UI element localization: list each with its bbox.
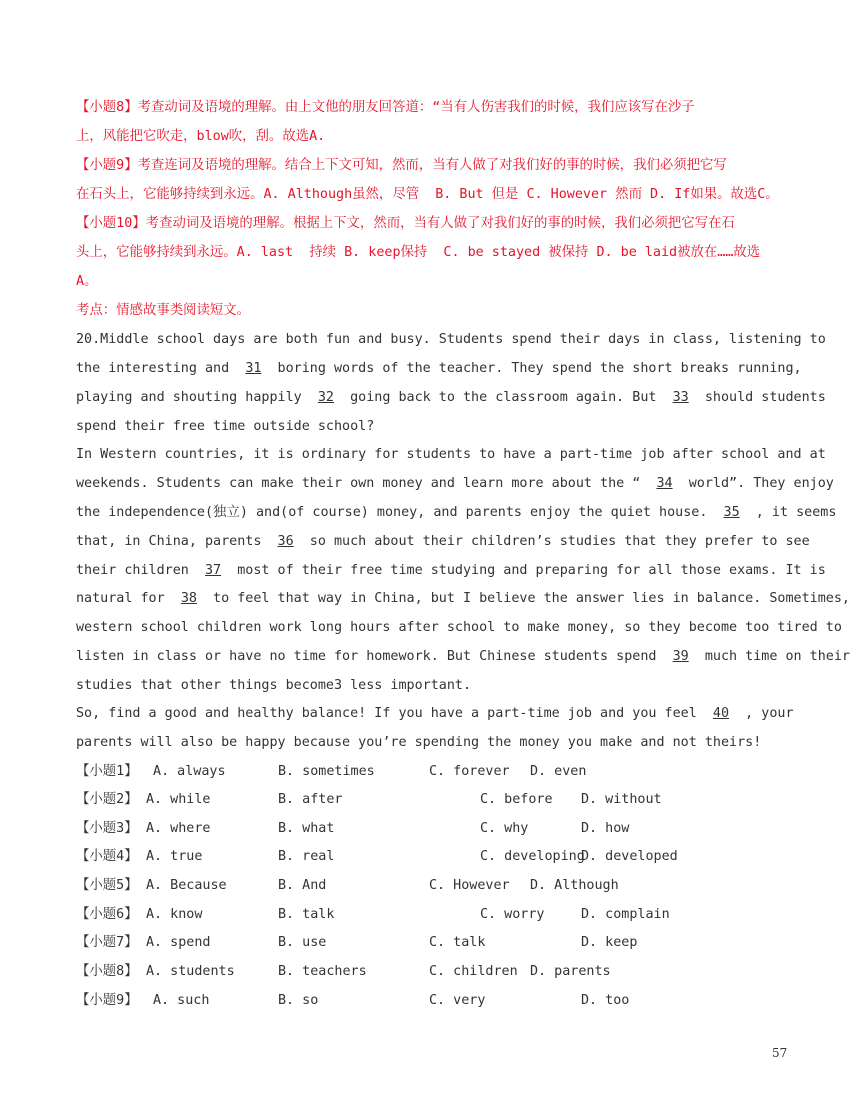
option-c: C. children [429, 964, 518, 979]
option-c: C. However [429, 878, 510, 893]
option-b: B. after [278, 792, 343, 807]
explanation-line: 上，风能把它吹走，blow吹，刮。故选A. [76, 129, 326, 144]
passage-line: that, in China, parents 36 so much about their children’s studies that they prefer to see [76, 534, 810, 549]
blank-40: 40 [712, 706, 730, 721]
option-d: D. too [581, 993, 630, 1008]
question-label: 【小题3】 [76, 821, 138, 836]
passage-line: listen in class or have no time for homework. But Chinese students spend 39 much time on their [76, 649, 850, 664]
option-c: C. why [480, 821, 529, 836]
option-c: C. worry [480, 907, 545, 922]
question-label: 【小题8】 [76, 964, 138, 979]
option-a: A. Because [146, 878, 227, 893]
question-label: 【小题6】 [76, 907, 138, 922]
passage-line: So, find a good and healthy balance! If you have a part-time job and you feel 40 , your [76, 706, 794, 721]
passage-line: 20.Middle school days are both fun and busy. Students spend their days in class, listening to [76, 332, 826, 347]
passage-line: weekends. Students can make their own money and learn more about the “ 34 world”. They enjoy [76, 476, 834, 491]
page-number: 57 [772, 1046, 788, 1060]
blank-34: 34 [656, 476, 673, 491]
option-b: B. use [278, 935, 327, 950]
explanation-line: 考点：情感故事类阅读短文。 [76, 303, 251, 318]
passage-line: the interesting and 31 boring words of the teacher. They spend the short breaks running, [76, 361, 802, 376]
option-c: C. before [480, 792, 553, 807]
passage-line: playing and shouting happily 32 going back to the classroom again. But 33 should students [76, 390, 826, 405]
blank-38: 38 [180, 591, 197, 606]
option-a: A. true [146, 849, 203, 864]
option-d: D. without [581, 792, 662, 807]
option-b: B. sometimes [278, 764, 375, 779]
option-a: A. where [146, 821, 211, 836]
option-a: A. while [146, 792, 211, 807]
option-d: D. parents [530, 964, 611, 979]
passage-line: the independence(独立) and(of course) money, and parents enjoy the quiet house. 35 , it seems [76, 505, 837, 520]
option-d: D. even [530, 764, 587, 779]
blank-32: 32 [317, 390, 334, 405]
option-a: A. know [146, 907, 203, 922]
option-c: C. forever [429, 764, 510, 779]
question-label: 【小题4】 [76, 849, 138, 864]
question-label: 【小题9】 [76, 993, 138, 1008]
explanation-line: A。 [76, 274, 98, 289]
blank-31: 31 [245, 361, 262, 376]
blank-33: 33 [672, 390, 689, 405]
option-a: A. spend [146, 935, 211, 950]
option-d: D. keep [581, 935, 638, 950]
passage-line: studies that other things become3 less important. [76, 678, 472, 693]
option-d: D. developed [581, 849, 678, 864]
option-b: B. so [278, 993, 319, 1008]
blank-37: 37 [205, 563, 222, 578]
passage-line: In Western countries, it is ordinary for students to have a part-time job after school and at [76, 447, 826, 462]
option-d: D. Although [530, 878, 619, 893]
blank-36: 36 [277, 534, 294, 549]
question-label: 【小题5】 [76, 878, 138, 893]
option-a: A. always [153, 764, 226, 779]
option-b: B. talk [278, 907, 335, 922]
passage-line: their children 37 most of their free time studying and preparing for all those exams. It is [76, 563, 826, 578]
passage-line: western school children work long hours after school to make money, so they become too tired to [76, 620, 842, 635]
option-d: D. complain [581, 907, 670, 922]
question-label: 【小题7】 [76, 935, 138, 950]
explanation-line: 【小题8】考查动词及语境的理解。由上文他的朋友回答道：“当有人伤害我们的时候，我们应该写在沙子 [76, 100, 695, 115]
option-a: A. such [153, 993, 210, 1008]
option-a: A. students [146, 964, 235, 979]
option-b: B. And [278, 878, 327, 893]
option-b: B. what [278, 821, 335, 836]
option-c: C. very [429, 993, 486, 1008]
option-b: B. real [278, 849, 335, 864]
option-d: D. how [581, 821, 630, 836]
question-label: 【小题1】 [76, 764, 138, 779]
blank-39: 39 [672, 649, 689, 664]
explanation-line: 【小题10】考查动词及语境的理解。根据上下文，然而，当有人做了对我们好的事的时候，我们必须把它写在石 [76, 216, 735, 231]
passage-line: parents will also be happy because you’re spending the money you make and not theirs! [76, 735, 762, 750]
option-c: C. talk [429, 935, 486, 950]
passage-line: spend their free time outside school? [76, 419, 375, 434]
option-b: B. teachers [278, 964, 367, 979]
explanation-line: 在石头上，它能够持续到永远。A. Although虽然，尽管 B. But 但是 C. However 然而 D. If如果。故选C。 [76, 187, 779, 202]
explanation-line: 头上，它能够持续到永远。A. last 持续 B. keep保持 C. be stayed 被保持 D. be laid被放在……故选 [76, 245, 761, 260]
question-label: 【小题2】 [76, 792, 138, 807]
passage-line: natural for 38 to feel that way in China, but I believe the answer lies in balance. Sometimes, [76, 591, 850, 606]
blank-35: 35 [723, 505, 740, 520]
option-c: C. developing [480, 849, 585, 864]
explanation-line: 【小题9】考查连词及语境的理解。结合上下文可知，然而，当有人做了对我们好的事的时候，我们必须把它写 [76, 158, 727, 173]
